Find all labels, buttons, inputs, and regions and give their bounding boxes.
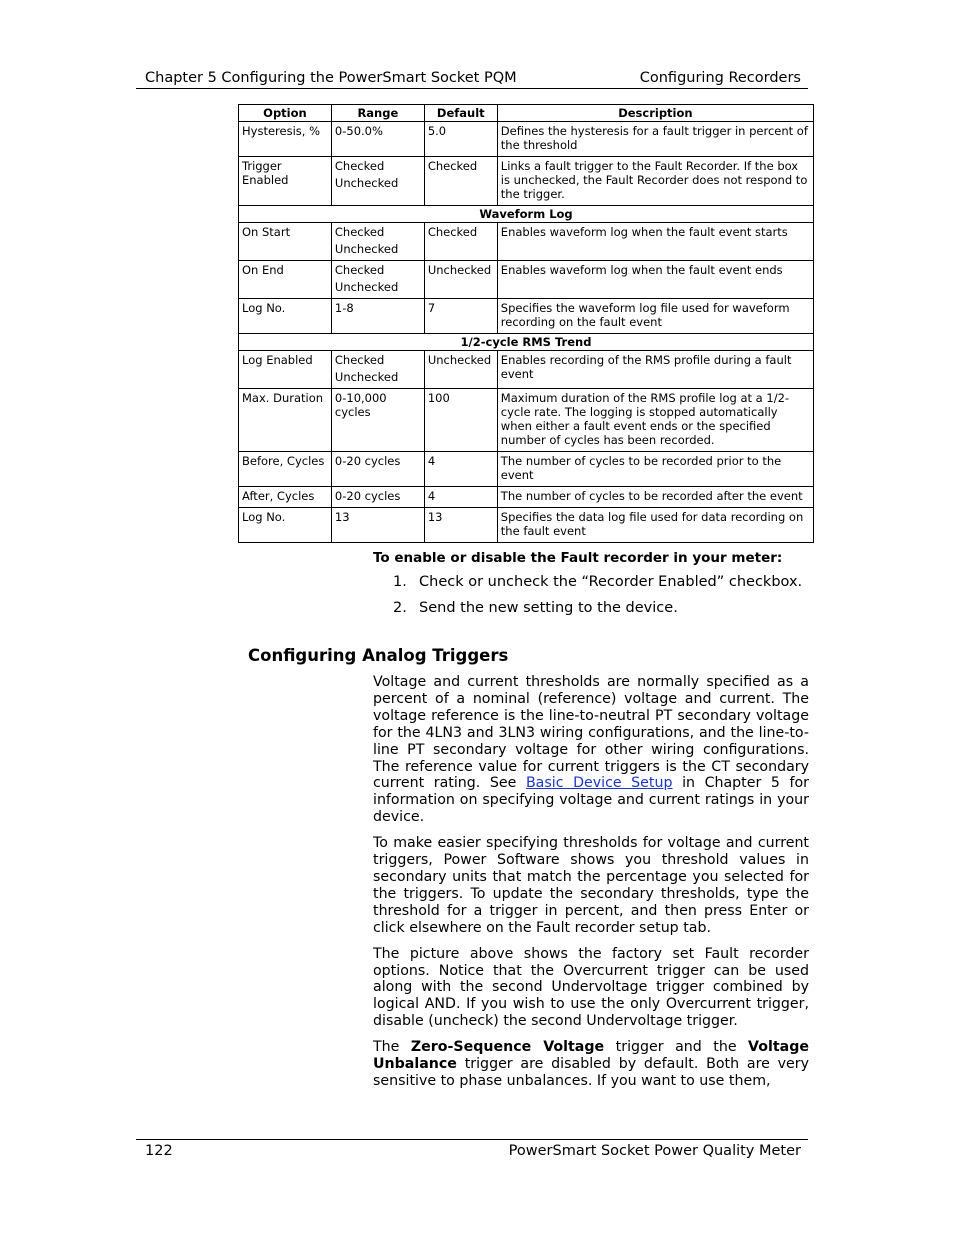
paragraph: The picture above shows the factory set Fault recorder options. Notice that the Overcurrent trigger can be used along with the second Undervoltage trigger combined by logical AND. If you wish to use the only Overcurrent trigger, disable (uncheck) the second Undervoltage trigger. [373,945,809,1030]
section-heading: Configuring Analog Triggers [248,646,509,665]
options-table [238,104,814,543]
range-value: 1-8 [334,301,354,315]
cell-option: Hysteresis, % [239,122,332,157]
table-row [239,157,814,206]
range-value: 13 [334,510,350,524]
cell-option: Log No. [239,508,332,543]
section-label-rms: 1/2-cycle RMS Trend [239,334,814,351]
cell-range [331,223,424,261]
procedure-title: To enable or disable the Fault recorder in your meter: [373,550,783,566]
cell-default: Checked [424,223,497,261]
procedure-steps [393,574,802,626]
cell-default: Unchecked [424,261,497,299]
cell-option: Trigger Enabled [239,157,332,206]
bold-term: Zero-Sequence Voltage [410,1039,605,1056]
cell-description: Links a fault trigger to the Fault Recorder. If the box is unchecked, the Fault Recorder does not respond to the trigger. [497,157,813,206]
col-header-option: Option [239,105,332,122]
step-number: 1. [393,574,407,590]
paragraph-text: Voltage and current thresholds are normally specified as a percent of a nominal (reference) voltage and current. The voltage reference is the line-to-neutral PT secondary voltage for the 4LN3 and 3LN3 wiring configurations, and the line-to-line PT secondary voltage for other wiring configurations. The reference value for current triggers is the CT secondary current rating. See [373,674,809,792]
cell-default: 5.0 [424,122,497,157]
range-value: Unchecked [334,242,399,256]
paragraph-text: trigger and the [604,1039,749,1056]
cell-default: 7 [424,299,497,334]
cell-option: Log No. [239,299,332,334]
range-value: 0-20 cycles [334,454,401,468]
paragraph [373,1039,809,1090]
table-row [239,508,814,543]
cell-description: Specifies the data log file used for data recording on the fault event [497,508,813,543]
range-value: Checked [334,225,385,239]
cell-default: Checked [424,157,497,206]
cell-description: Enables recording of the RMS profile during a fault event [497,351,813,389]
step-number: 2. [393,600,407,616]
header-section: Configuring Recorders [639,70,801,86]
cell-option: After, Cycles [239,487,332,508]
cell-default: 4 [424,487,497,508]
cell-description: The number of cycles to be recorded after the event [497,487,813,508]
col-header-description: Description [497,105,813,122]
cell-range [331,122,424,157]
cell-default: Unchecked [424,351,497,389]
cell-range [331,157,424,206]
footer-title: PowerSmart Socket Power Quality Meter [508,1143,801,1159]
cell-description: Enables waveform log when the fault event ends [497,261,813,299]
range-value: Checked [334,353,385,367]
table-row [239,351,814,389]
range-value: 0-20 cycles [334,489,401,503]
table-row [239,452,814,487]
table-row [239,223,814,261]
cell-range [331,351,424,389]
range-value: Checked [334,159,385,173]
cell-option: Log Enabled [239,351,332,389]
table-row [239,261,814,299]
cell-option: Before, Cycles [239,452,332,487]
cell-default: 4 [424,452,497,487]
cell-option: Max. Duration [239,389,332,452]
cell-description: The number of cycles to be recorded prior to the event [497,452,813,487]
range-value: Checked [334,263,385,277]
section-body [373,674,809,1099]
paragraph-text: trigger are disabled by default. Both are very sensitive to phase unbalances. If you want to use them, [373,1056,809,1089]
page-footer [136,1139,808,1164]
basic-device-setup-link[interactable]: Basic Device Setup [525,775,673,792]
cell-description: Maximum duration of the RMS profile log at a 1/2-cycle rate. The logging is stopped automatically when either a fault event ends or the specified number of cycles has been recorded. [497,389,813,452]
table-row [239,389,814,452]
page-number: 122 [145,1143,173,1159]
cell-default: 13 [424,508,497,543]
paragraph [373,674,809,826]
cell-option: On Start [239,223,332,261]
cell-description: Specifies the waveform log file used for waveform recording on the fault event [497,299,813,334]
table-row [239,122,814,157]
header-chapter: Chapter 5 Configuring the PowerSmart Socket PQM [145,70,517,86]
paragraph: To make easier specifying thresholds for voltage and current triggers, Power Software shows you threshold values in secondary units that match the percentage you selected for the triggers. To update the secondary thresholds, type the threshold for a trigger in percent, and then press Enter or click elsewhere on the Fault recorder setup tab. [373,835,809,936]
paragraph-text: in Chapter 5 for information on specifying voltage and current ratings in your device. [373,775,809,826]
step-text: Check or uncheck the “Recorder Enabled” checkbox. [419,574,803,590]
list-item [393,574,802,600]
section-row-rms [239,334,814,351]
col-header-range: Range [331,105,424,122]
list-item [393,600,802,626]
range-value: 0-10,000 cycles [334,391,387,419]
cell-description: Defines the hysteresis for a fault trigger in percent of the threshold [497,122,813,157]
cell-range [331,452,424,487]
cell-range [331,508,424,543]
cell-range [331,299,424,334]
cell-default: 100 [424,389,497,452]
section-row-waveform [239,206,814,223]
cell-range [331,389,424,452]
section-label-waveform: Waveform Log [239,206,814,223]
table-row [239,299,814,334]
cell-description: Enables waveform log when the fault event starts [497,223,813,261]
table-header-row [239,105,814,122]
cell-range [331,261,424,299]
range-value: Unchecked [334,370,399,384]
step-text: Send the new setting to the device. [419,600,678,616]
range-value: 0-50.0% [334,124,383,138]
page-header [136,68,808,89]
cell-option: On End [239,261,332,299]
cell-range [331,487,424,508]
table-row [239,487,814,508]
range-value: Unchecked [334,176,399,190]
bold-term: Voltage Unbalance [373,1039,809,1073]
col-header-default: Default [424,105,497,122]
paragraph-text: The [373,1039,411,1056]
range-value: Unchecked [334,280,399,294]
